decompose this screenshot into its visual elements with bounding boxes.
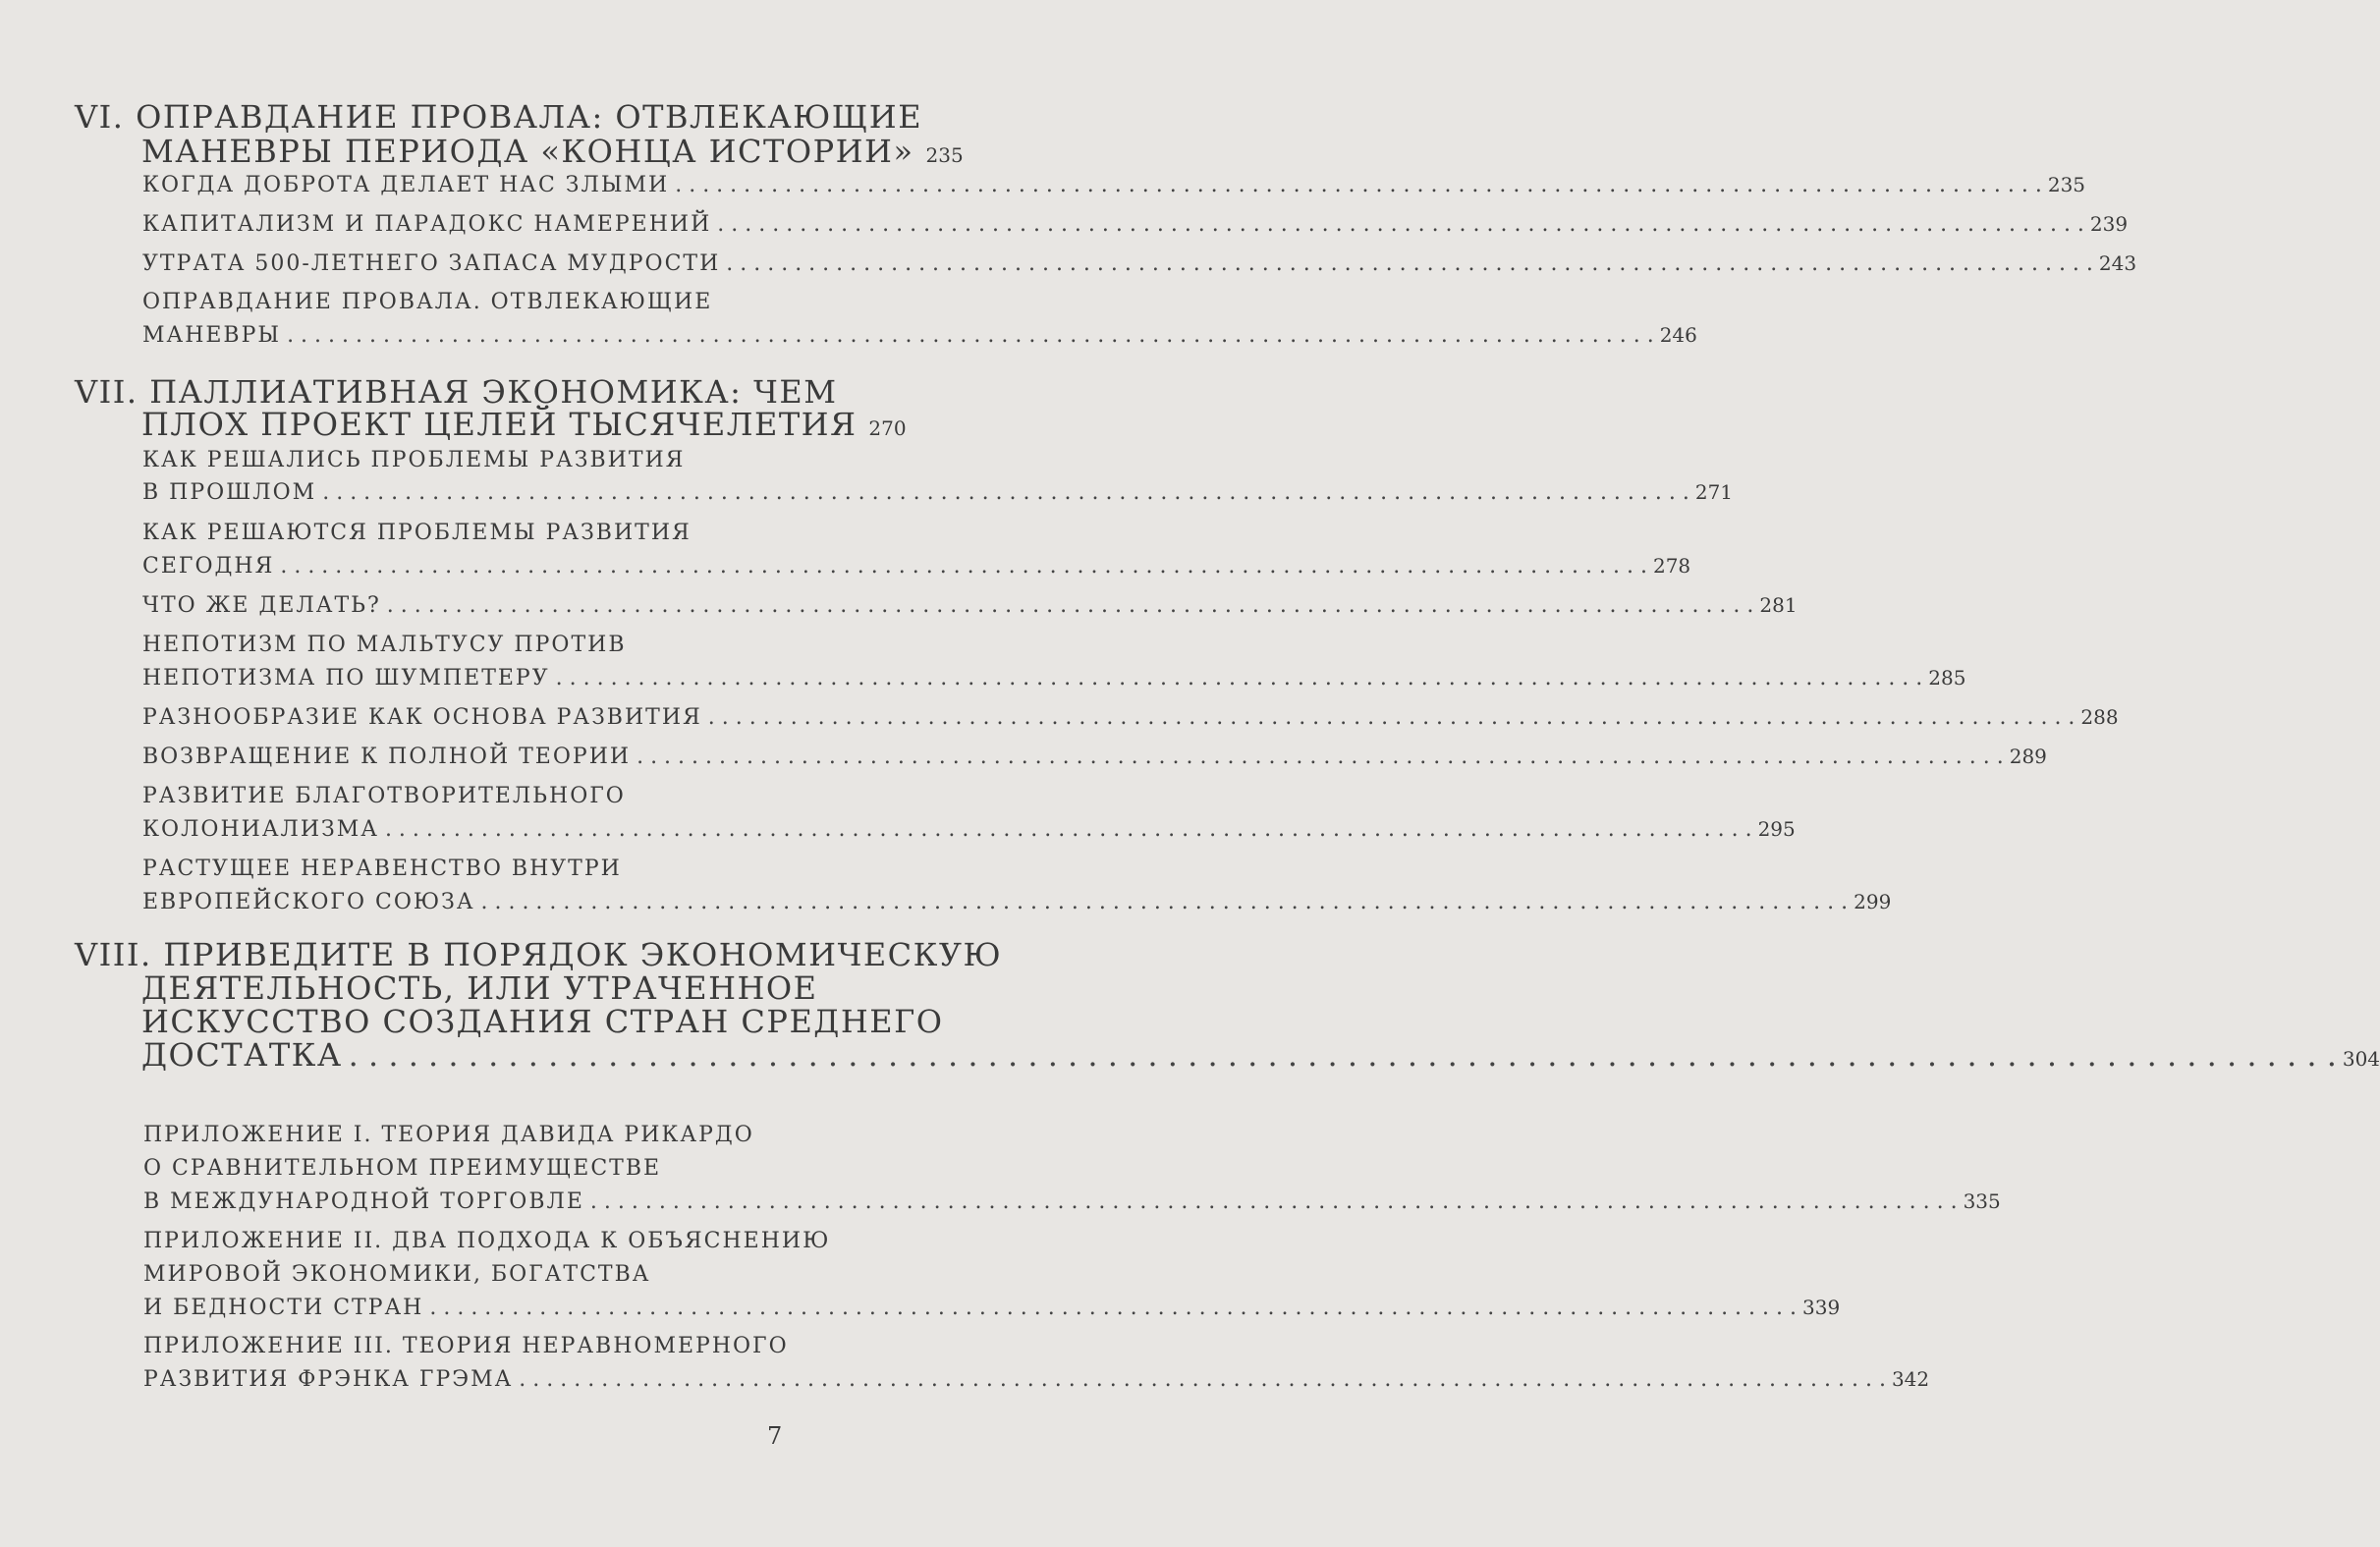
toc-entry-text: VIII. ПРИВЕДИТЕ В ПОРЯДОК ЭКОНОМИЧЕСКУЮ <box>75 936 1003 973</box>
toc-entry-text: ОПРАВДАНИЕ ПРОВАЛА. ОТВЛЕКАЮЩИЕ <box>142 290 713 314</box>
toc-entry-line <box>142 521 845 545</box>
toc-entry-line <box>143 1367 1930 1392</box>
toc-entry-line <box>142 784 845 808</box>
leader-dots <box>387 593 1754 618</box>
toc-entry-text: МАНЕВРЫ <box>142 323 282 348</box>
toc-entry-line <box>142 480 1734 505</box>
toc-entry-text: СЕГОДНЯ <box>142 554 275 579</box>
toc-entry-text: НЕПОТИЗМА ПО ШУМПЕТЕРУ <box>142 666 550 691</box>
toc-page-number: 271 <box>1694 480 1734 504</box>
toc-entry-line <box>141 1003 944 1040</box>
toc-entry-line <box>143 1189 2001 1214</box>
toc-entry-text: КАК РЕШАЮТСЯ ПРОБЛЕМЫ РАЗВИТИЯ <box>142 521 692 545</box>
toc-page-number: 295 <box>1757 817 1796 841</box>
toc-entry-line <box>142 856 845 881</box>
leader-dots <box>429 1296 1797 1320</box>
toc-entry-text: В ПРОШЛОМ <box>142 480 317 505</box>
toc-entry-line <box>143 1334 851 1358</box>
toc-entry-text: ПРИЛОЖЕНИЕ I. ТЕОРИЯ ДАВИДА РИКАРДО <box>143 1123 754 1147</box>
leader-dots <box>590 1189 1958 1214</box>
toc-page-number: 235 <box>2047 173 2086 196</box>
leader-dots <box>675 173 2042 197</box>
toc-entry-text: РАЗНООБРАЗИЕ КАК ОСНОВА РАЗВИТИЯ <box>142 705 702 730</box>
leader-dots <box>349 1036 2337 1074</box>
toc-entry-line <box>75 98 923 136</box>
toc-entry-line <box>142 212 2129 237</box>
toc-entry-line <box>142 890 1892 914</box>
toc-entry-text: ЕВРОПЕЙСКОГО СОЮЗА <box>142 890 475 914</box>
toc-entry-line <box>143 1123 851 1147</box>
leader-dots <box>637 745 2004 769</box>
leader-dots <box>708 705 2076 730</box>
toc-entry-line <box>143 1262 851 1287</box>
toc-page-number: 235 <box>925 143 964 167</box>
toc-entry-text: ДЕЯТЕЛЬНОСТЬ, ИЛИ УТРАЧЕННОЕ <box>141 969 818 1007</box>
toc-entry-text: О СРАВНИТЕЛЬНОМ ПРЕИМУЩЕСТВЕ <box>143 1156 662 1181</box>
toc-entry-line <box>142 173 2086 197</box>
toc-entry-line <box>142 705 2119 730</box>
toc-entry-text: УТРАТА 500-ЛЕТНЕГО ЗАПАСА МУДРОСТИ <box>142 251 721 276</box>
toc-entry-text: КАК РЕШАЛИСЬ ПРОБЛЕМЫ РАЗВИТИЯ <box>142 448 686 472</box>
leader-dots <box>480 890 1848 914</box>
toc-entry-text: РАЗВИТИЕ БЛАГОТВОРИТЕЛЬНОГО <box>142 784 626 808</box>
page-number: 7 <box>767 1422 783 1450</box>
toc-page-number: 243 <box>2098 251 2137 275</box>
toc-entry-line <box>142 554 1691 579</box>
toc-entry-text: РАСТУЩЕЕ НЕРАВЕНСТВО ВНУТРИ <box>142 856 622 881</box>
toc-entry-text: ВОЗВРАЩЕНИЕ К ПОЛНОЙ ТЕОРИИ <box>142 745 632 769</box>
toc-page-number: 299 <box>1854 890 1892 913</box>
leader-dots <box>717 212 2084 237</box>
toc-entry-line <box>141 406 907 443</box>
toc-entry-line <box>142 633 845 657</box>
toc-entry-line <box>141 969 845 1007</box>
toc-entry-line <box>142 666 1966 691</box>
toc-page-number: 288 <box>2080 705 2119 729</box>
toc-entry-line <box>142 251 2137 276</box>
toc-entry-text: КОГДА ДОБРОТА ДЕЛАЕТ НАС ЗЛЫМИ <box>142 173 670 197</box>
toc-entry-text: ЧТО ЖЕ ДЕЛАТЬ? <box>142 593 381 618</box>
toc-entry-line <box>142 745 2047 769</box>
toc-entry-text: НЕПОТИЗМ ПО МАЛЬТУСУ ПРОТИВ <box>142 633 627 657</box>
toc-page-number: 289 <box>2009 745 2047 768</box>
toc-entry-text: В МЕЖДУНАРОДНОЙ ТОРГОВЛЕ <box>143 1189 584 1214</box>
toc-entry-line <box>142 448 845 472</box>
toc-page-number: 335 <box>1963 1189 2001 1213</box>
toc-entry-line <box>143 1296 1841 1320</box>
toc-entry-text: МАНЕВРЫ ПЕРИОДА «КОНЦА ИСТОРИИ» <box>141 133 914 170</box>
leader-dots <box>726 251 2093 276</box>
toc-page-number: 278 <box>1652 554 1691 578</box>
toc-entry-text: VI. ОПРАВДАНИЕ ПРОВАЛА: ОТВЛЕКАЮЩИЕ <box>75 98 923 136</box>
toc-entry-line <box>141 1036 2380 1074</box>
toc-entry-text: ДОСТАТКА <box>141 1036 343 1074</box>
leader-dots <box>519 1367 1886 1392</box>
toc-entry-text: МИРОВОЙ ЭКОНОМИКИ, БОГАТСТВА <box>143 1262 651 1287</box>
leader-dots <box>322 480 1689 505</box>
toc-page-number: 239 <box>2089 212 2129 236</box>
toc-entry-text: ПРИЛОЖЕНИЕ III. ТЕОРИЯ НЕРАВНОМЕРНОГО <box>143 1334 789 1358</box>
toc-entry-text: ПРИЛОЖЕНИЕ II. ДВА ПОДХОДА К ОБЪЯСНЕНИЮ <box>143 1229 831 1253</box>
leader-dots <box>556 666 1923 691</box>
toc-entry-text: VII. ПАЛЛИАТИВНАЯ ЭКОНОМИКА: ЧЕМ <box>75 373 838 411</box>
toc-entry-line <box>142 290 845 314</box>
toc-entry-text: ПЛОХ ПРОЕКТ ЦЕЛЕЙ ТЫСЯЧЕЛЕТИЯ <box>141 406 858 443</box>
toc-entry-text: ИСКУССТВО СОЗДАНИЯ СТРАН СРЕДНЕГО <box>141 1003 944 1040</box>
toc-entry-text: КОЛОНИАЛИЗМА <box>142 817 379 842</box>
toc-entry-line <box>143 1229 851 1253</box>
toc-entry-text: КАПИТАЛИЗМ И ПАРАДОКС НАМЕРЕНИЙ <box>142 212 712 237</box>
leader-dots <box>287 323 1654 348</box>
toc-entry-text: И БЕДНОСТИ СТРАН <box>143 1296 424 1320</box>
toc-entry-text: РАЗВИТИЯ ФРЭНКА ГРЭМА <box>143 1367 514 1392</box>
toc-page-number: 246 <box>1659 323 1697 347</box>
toc-page-number: 270 <box>868 416 907 440</box>
leader-dots <box>280 554 1647 579</box>
toc-entry-line <box>142 323 1697 348</box>
toc-entry-line <box>75 936 1003 973</box>
toc-page-number: 339 <box>1802 1296 1841 1319</box>
leader-dots <box>385 817 1752 842</box>
toc-page-number: 304 <box>2342 1047 2380 1071</box>
toc-page-number: 342 <box>1891 1367 1930 1391</box>
toc-entry-line <box>142 817 1796 842</box>
toc-entry-line <box>141 133 964 170</box>
toc-page-number: 281 <box>1759 593 1798 617</box>
toc-page-number: 285 <box>1928 666 1966 690</box>
toc-entry-line <box>142 593 1798 618</box>
toc-entry-line <box>143 1156 851 1181</box>
